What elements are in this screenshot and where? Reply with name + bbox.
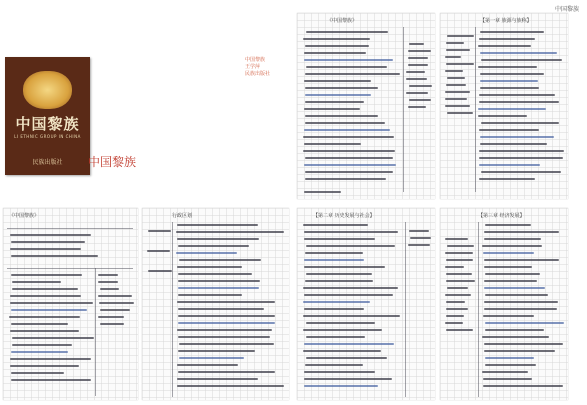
handwriting-line: [10, 330, 79, 332]
cover-title: 中国黎族: [15, 115, 80, 133]
handwriting-line: [306, 322, 375, 324]
handwriting-line: [100, 309, 129, 311]
handwriting-line: [479, 164, 540, 166]
handwriting-line: [304, 143, 361, 145]
handwriting-line: [304, 80, 371, 82]
handwriting-line: [11, 351, 68, 353]
handwriting-line: [304, 164, 396, 166]
handwriting-line: [303, 38, 370, 40]
handwriting-line: [480, 52, 557, 54]
handwriting-line: [177, 238, 259, 240]
handwriting-line: [305, 252, 363, 254]
handwriting-line: [484, 287, 544, 289]
handwriting-line: [178, 315, 275, 317]
page-title: 《中国黎族》: [327, 18, 358, 24]
handwriting-line: [178, 371, 275, 373]
cover-subtitle: LI ETHNIC GROUP IN CHINA: [14, 134, 81, 139]
handwriting-line: [304, 371, 375, 373]
handwriting-line: [409, 43, 424, 45]
handwriting-line: [445, 322, 463, 324]
handwriting-line: [177, 385, 284, 387]
handwriting-line: [305, 364, 363, 366]
handwriting-line: [304, 191, 342, 193]
handwriting-line: [178, 322, 274, 324]
handwriting-line: [408, 244, 429, 246]
handwriting-line: [178, 308, 264, 310]
handwriting-line: [306, 357, 387, 359]
handwriting-line: [478, 115, 527, 117]
handwriting-line: [178, 294, 242, 296]
handwriting-line: [484, 280, 536, 282]
handwriting-line: [177, 378, 258, 380]
handwriting-line: [445, 98, 467, 100]
handwriting-line: [98, 274, 118, 276]
handwriting-line: [446, 63, 474, 65]
handwriting-line: [406, 92, 428, 94]
handwriting-line: [304, 308, 364, 310]
handwriting-line: [178, 280, 260, 282]
handwriting-line: [306, 336, 366, 338]
notebook-page-top-left: [297, 13, 435, 199]
handwriting-line: [483, 378, 531, 380]
handwriting-line: [446, 259, 473, 261]
handwriting-line: [304, 231, 397, 233]
handwriting-line: [177, 301, 275, 303]
handwriting-line: [303, 150, 395, 152]
handwriting-line: [10, 295, 81, 297]
handwriting-line: [11, 309, 87, 311]
handwriting-line: [98, 316, 123, 318]
handwriting-line: [480, 80, 539, 82]
handwriting-line: [478, 108, 546, 110]
handwriting-line: [447, 77, 465, 79]
handwriting-line: [10, 365, 78, 367]
handwriting-line: [484, 350, 555, 352]
handwriting-line: [11, 274, 82, 276]
handwriting-line: [304, 52, 366, 54]
handwriting-line: [305, 101, 364, 103]
handwriting-line: [408, 57, 428, 59]
handwriting-line: [481, 59, 562, 61]
handwriting-line: [446, 301, 465, 303]
handwriting-line: [304, 238, 375, 240]
handwriting-line: [303, 350, 381, 352]
handwriting-line: [479, 157, 563, 159]
notebook-page-bottom-left-b: [142, 208, 289, 400]
handwriting-line: [446, 308, 468, 310]
handwriting-line: [480, 31, 545, 33]
handwriting-line: [445, 266, 465, 268]
book-cover: [5, 57, 90, 175]
handwriting-line: [10, 248, 81, 250]
page-title: 【第二章 历史发展与社会】: [313, 213, 375, 219]
handwriting-line: [178, 245, 249, 247]
handwriting-line: [178, 287, 259, 289]
handwriting-line: [485, 357, 535, 359]
handwriting-line: [305, 157, 393, 159]
handwriting-line: [481, 171, 561, 173]
handwriting-line: [446, 42, 464, 44]
handwriting-line: [306, 273, 372, 275]
handwriting-line: [305, 73, 401, 75]
handwriting-line: [485, 294, 549, 296]
handwriting-line: [446, 280, 474, 282]
handwriting-line: [304, 129, 390, 131]
handwriting-line: [485, 364, 536, 366]
handwriting-line: [445, 70, 463, 72]
side-note: 民族出版社: [245, 71, 271, 77]
handwriting-line: [98, 295, 132, 297]
handwriting-line: [485, 273, 540, 275]
handwriting-line: [445, 91, 471, 93]
handwriting-line: [9, 316, 80, 318]
handwriting-line: [445, 105, 470, 107]
handwriting-line: [484, 308, 556, 310]
notebook-page-top-right: [440, 13, 568, 199]
handwriting-line: [178, 350, 255, 352]
side-note: 王学萍: [245, 64, 261, 70]
handwriting-line: [479, 94, 555, 96]
handwriting-line: [11, 241, 85, 243]
handwriting-line: [304, 259, 364, 261]
handwriting-line: [305, 115, 378, 117]
handwriting-line: [148, 270, 171, 272]
page-title: 【第三章 经济发展】: [478, 213, 525, 219]
handwriting-line: [482, 371, 527, 373]
handwriting-line: [408, 106, 426, 108]
handwriting-line: [306, 66, 387, 68]
handwriting-line: [406, 71, 425, 73]
handwriting-line: [177, 364, 237, 366]
handwriting-line: [12, 281, 61, 283]
handwriting-line: [483, 252, 534, 254]
handwriting-line: [176, 231, 283, 233]
handwriting-line: [479, 129, 538, 131]
handwriting-line: [484, 238, 541, 240]
handwriting-line: [177, 329, 272, 331]
handwriting-line: [99, 302, 134, 304]
cover-emblem: [23, 71, 72, 109]
handwriting-line: [306, 245, 396, 247]
handwriting-line: [408, 50, 431, 52]
handwriting-line: [478, 66, 537, 68]
handwriting-line: [179, 357, 244, 359]
handwriting-line: [304, 378, 392, 380]
handwriting-line: [305, 171, 393, 173]
handwriting-line: [98, 281, 118, 283]
handwriting-line: [306, 31, 389, 33]
handwriting-line: [447, 287, 468, 289]
handwriting-line: [305, 94, 370, 96]
handwriting-line: [485, 322, 564, 324]
handwriting-line: [480, 87, 539, 89]
handwriting-line: [479, 178, 535, 180]
handwriting-line: [485, 329, 545, 331]
cover-publisher: 民族出版社: [32, 159, 63, 166]
handwriting-line: [304, 59, 393, 61]
handwriting-line: [11, 372, 64, 374]
handwriting-line: [11, 255, 98, 257]
notebook-page-bottom-left-a: [3, 208, 138, 400]
handwriting-line: [445, 252, 473, 254]
handwriting-line: [305, 178, 386, 180]
handwriting-line: [10, 358, 92, 360]
page-title: 《中国黎族》: [9, 213, 40, 219]
handwriting-line: [303, 329, 382, 331]
handwriting-line: [484, 301, 558, 303]
handwriting-line: [446, 315, 464, 317]
handwriting-line: [406, 78, 427, 80]
handwriting-line: [177, 224, 258, 226]
handwriting-line: [484, 266, 532, 268]
handwriting-line: [479, 38, 534, 40]
handwriting-line: [147, 250, 170, 252]
handwriting-line: [304, 108, 360, 110]
handwriting-line: [12, 288, 79, 290]
handwriting-line: [484, 343, 564, 345]
handwriting-line: [178, 273, 251, 275]
handwriting-line: [484, 259, 559, 261]
handwriting-line: [11, 323, 68, 325]
handwriting-line: [484, 231, 559, 233]
handwriting-line: [408, 64, 428, 66]
handwriting-line: [11, 379, 92, 381]
book-heading: 中国黎族: [88, 155, 137, 169]
handwriting-line: [409, 99, 431, 101]
handwriting-line: [304, 266, 384, 268]
handwriting-line: [304, 343, 395, 345]
handwriting-line: [446, 273, 472, 275]
handwriting-line: [10, 234, 91, 236]
handwriting-line: [179, 259, 261, 261]
handwriting-line: [482, 336, 549, 338]
handwriting-line: [148, 230, 170, 232]
page-title: 【第一章 族源与族称】: [480, 18, 532, 24]
handwriting-line: [483, 315, 534, 317]
handwriting-line: [445, 238, 468, 240]
handwriting-line: [482, 245, 542, 247]
handwriting-line: [305, 280, 373, 282]
notebook-page-bottom-right-a: [297, 208, 435, 400]
handwriting-line: [447, 245, 475, 247]
handwriting-line: [12, 337, 95, 339]
handwriting-line: [480, 73, 544, 75]
handwriting-line: [10, 302, 93, 304]
handwriting-line: [409, 85, 432, 87]
handwriting-line: [479, 101, 558, 103]
handwriting-line: [447, 112, 473, 114]
notebook-page-bottom-right-b: [440, 208, 568, 400]
handwriting-line: [100, 288, 119, 290]
handwriting-line: [305, 87, 379, 89]
handwriting-line: [446, 84, 466, 86]
handwriting-line: [305, 122, 385, 124]
handwriting-line: [410, 237, 431, 239]
handwriting-line: [481, 122, 559, 124]
handwriting-line: [445, 56, 462, 58]
handwriting-line: [479, 150, 564, 152]
handwriting-line: [178, 336, 270, 338]
handwriting-line: [446, 49, 470, 51]
handwriting-line: [446, 329, 474, 331]
handwriting-line: [177, 266, 242, 268]
handwriting-line: [303, 287, 398, 289]
handwriting-line: [483, 385, 563, 387]
handwriting-line: [303, 224, 367, 226]
handwriting-line: [478, 45, 531, 47]
handwriting-line: [445, 294, 471, 296]
corner-label: 中国黎族: [554, 6, 579, 13]
handwriting-line: [179, 343, 274, 345]
handwriting-line: [480, 143, 548, 145]
handwriting-line: [100, 323, 124, 325]
handwriting-line: [303, 136, 394, 138]
side-notes: [245, 57, 287, 78]
handwriting-line: [304, 385, 378, 387]
handwriting-line: [304, 294, 393, 296]
handwriting-line: [447, 35, 474, 37]
handwriting-line: [480, 136, 553, 138]
handwriting-line: [303, 301, 369, 303]
handwriting-line: [485, 224, 531, 226]
handwriting-line: [305, 45, 369, 47]
page-title: 行政区划: [172, 213, 193, 219]
handwriting-line: [12, 344, 73, 346]
side-note: 中国黎族: [245, 57, 266, 63]
handwriting-line: [303, 315, 400, 317]
handwriting-line: [176, 252, 237, 254]
handwriting-line: [409, 230, 428, 232]
